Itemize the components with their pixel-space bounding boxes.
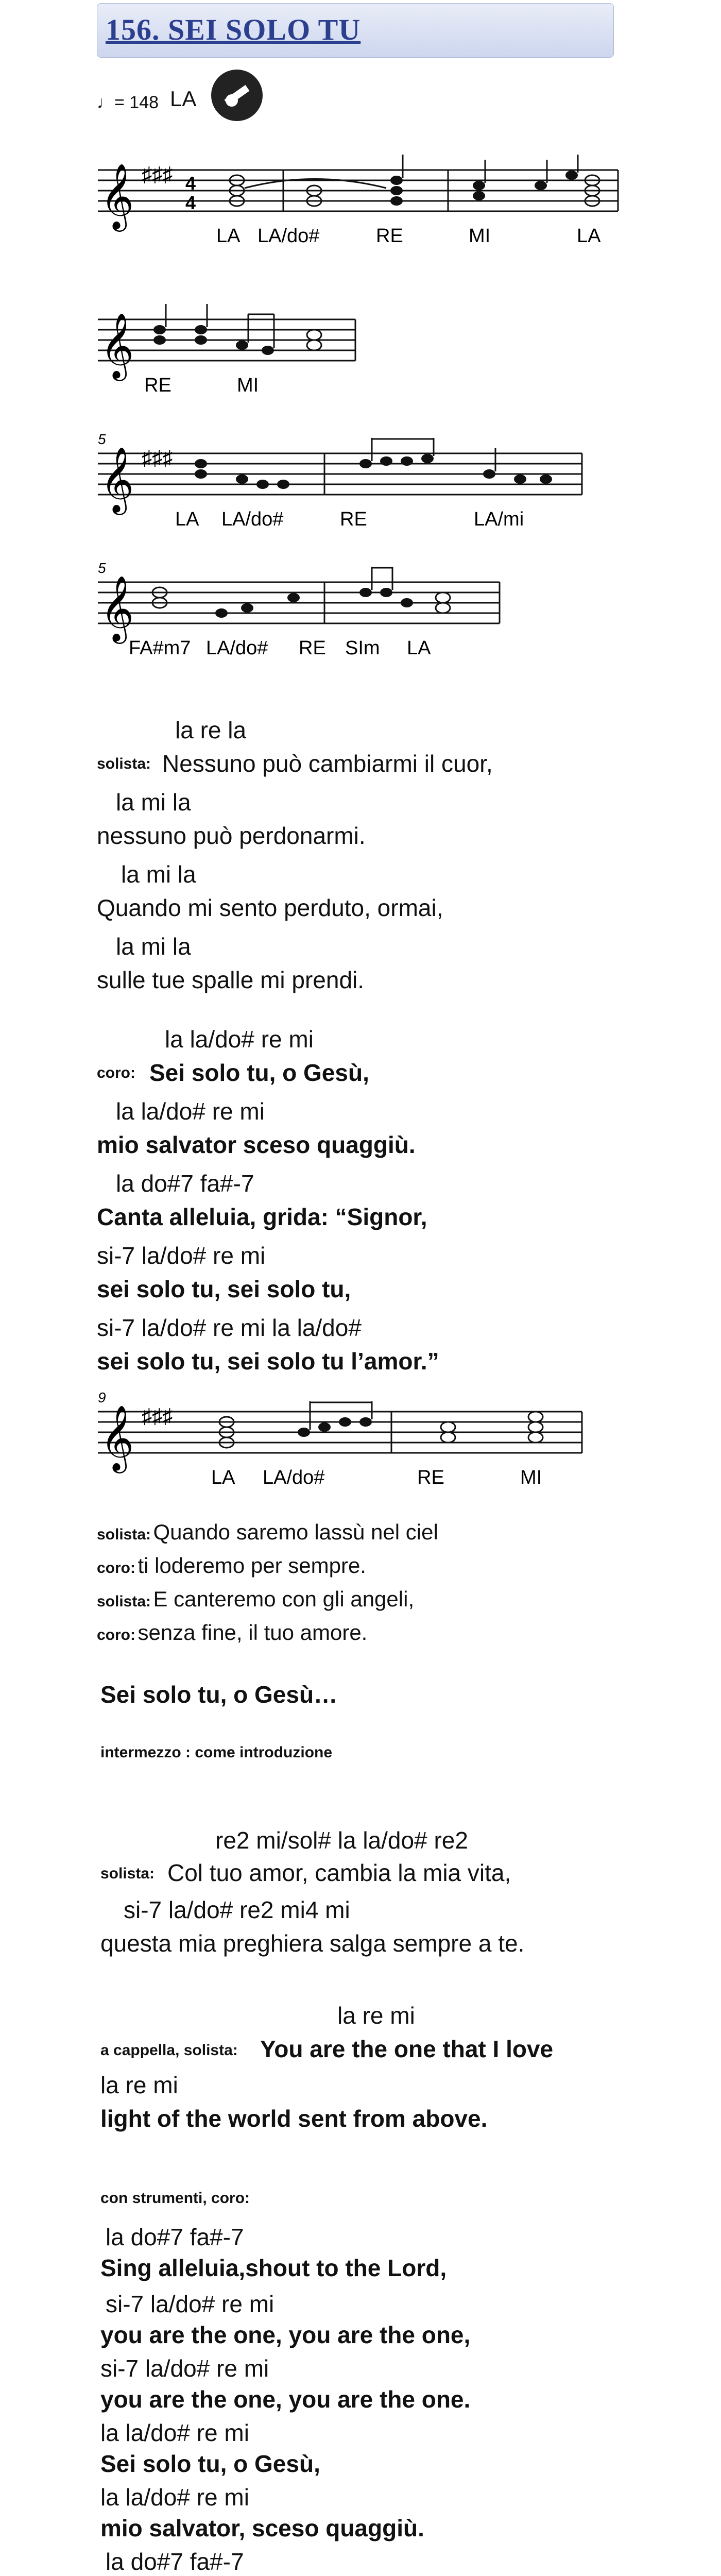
chord-label: RE (417, 1467, 444, 1488)
chord-line: la mi la (121, 861, 196, 888)
chord-label: SIm (345, 637, 380, 659)
verse-line: coro: ti loderemo per sempre. (97, 1553, 366, 1578)
chord-label: MI (237, 375, 259, 396)
lyric-line: sei solo tu, sei solo tu, (97, 1276, 351, 1302)
chord-label: LA (407, 637, 431, 659)
chord-label: LA (175, 509, 199, 530)
chord-label: LA/do# (206, 637, 268, 659)
lyric-line: sei solo tu, sei solo tu l’amor.” (97, 1348, 439, 1375)
chord-line: re2 mi/sol# la la/do# re2 (215, 1827, 468, 1854)
chord-line: si-7 la/do# re mi (97, 1242, 266, 1269)
chord-label: RE (340, 509, 367, 530)
role-label: con strumenti, coro: (100, 2190, 250, 2207)
svg-text:𝄞: 𝄞 (100, 448, 134, 511)
song-title: 156. SEI SOLO TU (106, 13, 361, 46)
svg-text:𝄞: 𝄞 (100, 314, 134, 377)
chord-label: LA/mi (474, 509, 524, 530)
chord-label: FA#m7 (129, 637, 191, 659)
staff-2 (98, 299, 366, 402)
svg-text:♯♯♯: ♯♯♯ (142, 163, 173, 186)
chord-label: LA (211, 1467, 235, 1488)
chord-label: LA/do# (258, 225, 320, 247)
lyric-line: Nessuno può cambiarmi il cuor, (162, 750, 493, 777)
lyric-line: Canta alleluia, grida: “Signor, (97, 1204, 427, 1230)
lyric-line: sulle tue spalle mi prendi. (97, 967, 365, 993)
chord-line: la mi la (116, 789, 191, 816)
chord-line: la la/do# re mi (100, 2484, 249, 2511)
chord-line: la re la (175, 717, 247, 743)
role-label: solista: (97, 755, 151, 772)
lyric-line: you are the one, you are the one, (100, 2321, 471, 2348)
lyric-line: mio salvator, sceso quaggiù. (100, 2515, 424, 2541)
chord-line: la do#7 fa#-7 (106, 2224, 244, 2250)
chord-line: si-7 la/do# re2 mi4 mi (124, 1896, 350, 1923)
chord-label: MI (520, 1467, 542, 1488)
chord-line: la la/do# re mi (116, 1098, 265, 1125)
lyric-line: You are the one that I love (260, 2036, 554, 2062)
lyric-line: Sei solo tu, o Gesù, (149, 1059, 369, 1086)
role-label: coro: (97, 1064, 135, 1081)
guitar-icon (209, 67, 265, 124)
svg-text:5: 5 (98, 562, 106, 576)
chord-label: MI (469, 225, 491, 247)
staff-5 (98, 1391, 592, 1494)
chord-line: la la/do# re mi (165, 1026, 314, 1053)
role-label: solista: (100, 1865, 155, 1882)
lyric-line: you are the one, you are the one. (100, 2386, 471, 2413)
chord-label: RE (144, 375, 171, 396)
chord-label: LA (577, 225, 601, 247)
chord-line: la do#7 fa#-7 (106, 2548, 244, 2575)
lyric-line: Sing alleluia,shout to the Lord, (100, 2255, 447, 2281)
svg-text:𝄞: 𝄞 (100, 164, 134, 228)
lyric-line: light of the world sent from above. (100, 2105, 488, 2132)
verse-line: solista: E canteremo con gli angeli, (97, 1587, 415, 1611)
chord-label: RE (299, 637, 326, 659)
verse-line: solista: Quando saremo lassù nel ciel (97, 1520, 438, 1544)
chord-label: LA (216, 225, 241, 247)
staff-1 (98, 149, 623, 252)
lyric-line: Col tuo amor, cambia la mia vita, (167, 1859, 511, 1886)
intro-chord: LA (170, 87, 197, 111)
lyric-line: questa mia preghiera salga sempre a te. (100, 1930, 525, 1957)
chord-label: LA/do# (263, 1467, 325, 1488)
lyric-line: Sei solo tu, o Gesù, (100, 2450, 320, 2477)
staff-4 (98, 562, 510, 665)
svg-text:♯♯♯: ♯♯♯ (142, 1405, 173, 1428)
svg-text:♯♯♯: ♯♯♯ (142, 447, 173, 469)
lyric-line: mio salvator sceso quaggiù. (97, 1131, 416, 1158)
svg-text:5: 5 (98, 433, 106, 447)
tempo-marking: ♩= 148 (97, 93, 159, 112)
chord-label: LA/do# (221, 509, 284, 530)
svg-text:4: 4 (185, 173, 196, 194)
refrain-reference: Sei solo tu, o Gesù… (100, 1681, 338, 1708)
chord-line: la do#7 fa#-7 (116, 1170, 254, 1197)
svg-text:𝄞: 𝄞 (100, 577, 134, 640)
chord-line: la la/do# re mi (100, 2419, 249, 2446)
lyric-line: Quando mi sento perduto, ormai, (97, 894, 443, 921)
chord-line: la re mi (100, 2072, 178, 2098)
verse-line: coro: senza fine, il tuo amore. (97, 1620, 368, 1645)
svg-text:𝄞: 𝄞 (100, 1406, 134, 1469)
chord-label: RE (376, 225, 403, 247)
svg-text:4: 4 (185, 192, 196, 213)
role-label: a cappella, solista: (100, 2042, 238, 2059)
chord-line: si-7 la/do# re mi la la/do# (97, 1314, 362, 1341)
intermezzo-note: intermezzo : come introduzione (100, 1744, 333, 1761)
chord-line: la re mi (337, 2002, 415, 2029)
chord-line: si-7 la/do# re mi (106, 2291, 274, 2317)
svg-text:9: 9 (98, 1391, 106, 1405)
lyric-line: nessuno può perdonarmi. (97, 822, 366, 849)
chord-line: la mi la (116, 933, 191, 960)
staff-3 (98, 433, 592, 536)
chord-line: si-7 la/do# re mi (100, 2355, 269, 2382)
